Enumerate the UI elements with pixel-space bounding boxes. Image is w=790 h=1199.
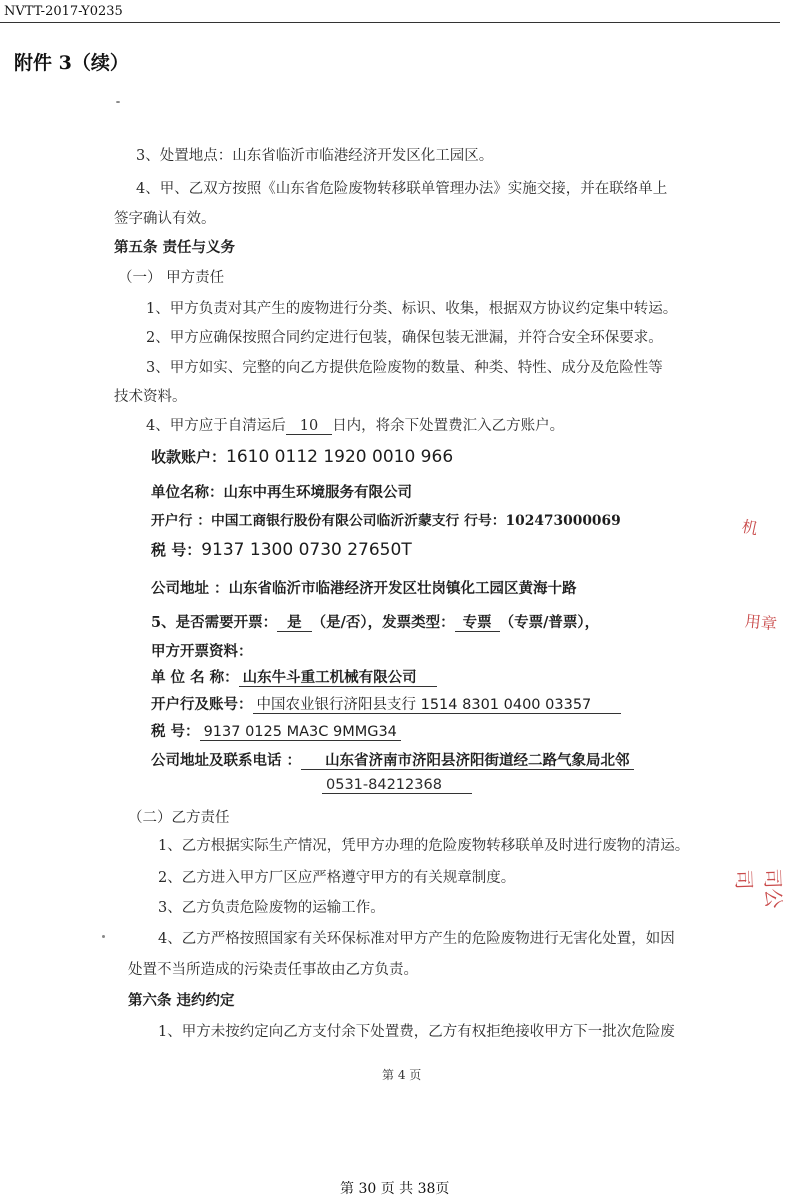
duty-b3: 3、乙方负责危险废物的运输工作。	[158, 900, 385, 916]
duty-a3: 3、甲方如实、完整的向乙方提供危险废物的数量、种类、特性、成分及危险性等	[146, 360, 663, 376]
invoice-q-mid: （是/否），发票类型：	[311, 614, 455, 631]
invoice-q-post: （专票/普票），	[499, 614, 600, 631]
payee-address-value: 山东省临沂市临港经济开发区壮岗镇化工园区黄海十路	[228, 580, 577, 597]
invoice-unit	[151, 666, 437, 687]
invoice-address-label: 公司地址及联系电话 ：	[151, 752, 302, 769]
payee-account-value: 1610 0112 1920 0010 966	[226, 447, 454, 467]
payee-bank-value: 中国工商银行股份有限公司临沂沂蒙支行 行号：102473000069	[211, 513, 621, 529]
duty-a4-post: 日内，将余下处置费汇入乙方账户。	[332, 418, 565, 434]
invoice-question	[151, 611, 599, 632]
page-footer: 第 30 页 共 38页	[340, 1181, 450, 1197]
payee-unit-label: 单位名称：	[151, 484, 224, 501]
attachment-title: 附件 3（续）	[14, 52, 129, 74]
invoice-bank	[151, 693, 621, 714]
article-5-heading: 第五条 责任与义务	[114, 239, 236, 256]
section-party-a: （一） 甲方责任	[118, 270, 225, 286]
invoice-unit-value: 山东牛斗重工机械有限公司	[239, 669, 437, 687]
clause-4: 4、甲、乙双方按照《山东省危险废物转移联单管理办法》实施交接，并在联络单上	[136, 181, 668, 197]
clause-4-cont: 签字确认有效。	[114, 211, 216, 227]
payee-address	[151, 577, 577, 598]
duty-b4: 4、乙方严格按照国家有关环保标准对甲方产生的危险废物进行无害化处置，如因	[158, 931, 675, 947]
payee-tax-label: 税 号：	[151, 541, 202, 559]
duty-a4-pre: 4、甲方应于自清运后	[146, 418, 286, 434]
invoice-tax-label: 税 号：	[151, 723, 200, 740]
scan-speck	[102, 935, 105, 938]
invoice-title: 甲方开票资料：	[151, 643, 253, 660]
payee-account-label: 收款账户：	[151, 448, 227, 466]
payee-account	[151, 446, 453, 467]
payee-bank	[151, 509, 621, 529]
payee-unit	[151, 481, 412, 502]
invoice-unit-label: 单 位 名 称：	[151, 669, 239, 686]
seal-fragment-bottom-text: 司公司	[731, 868, 786, 909]
invoice-tax-value: 9137 0125 MA3C 9MMG34	[200, 724, 401, 741]
payee-bank-label: 开户行 ：	[151, 513, 211, 529]
invoice-q-pre: 5、是否需要开票：	[151, 614, 278, 631]
duty-a2: 2、甲方应确保按照合同约定进行包装，确保包装无泄漏，并符合安全环保要求。	[146, 330, 663, 346]
invoice-phone-value: 0531-84212368	[322, 777, 472, 794]
clause-3: 3、处置地点：山东省临沂市临港经济开发区化工园区。	[136, 148, 494, 164]
breach-c1: 1、甲方未按约定向乙方支付余下处置费，乙方有权拒绝接收甲方下一批次危险废	[158, 1024, 675, 1040]
payee-tax	[151, 539, 412, 560]
invoice-tax	[151, 720, 401, 741]
inner-page-number: 第 4 页	[382, 1068, 422, 1082]
scan-speck	[116, 101, 120, 103]
duty-a1: 1、甲方负责对其产生的废物进行分类、标识、收集，根据双方协议约定集中转运。	[146, 301, 678, 317]
duty-a4	[146, 414, 564, 435]
duty-b2: 2、乙方进入甲方厂区应严格遵守甲方的有关规章制度。	[158, 870, 516, 886]
invoice-address-value: 山东省济南市济阳县济阳街道经二路气象局北邻	[301, 752, 634, 770]
section-party-b: （二）乙方责任	[128, 810, 230, 826]
invoice-q-yes: 是	[277, 614, 312, 632]
article-6-heading: 第六条 违约约定	[128, 992, 235, 1009]
seal-fragment-top-text: 机	[739, 516, 760, 539]
seal-fragment-middle-text: 用章	[743, 611, 778, 634]
seal-fragment-top	[740, 514, 760, 540]
duty-a3-cont: 技术资料。	[114, 389, 187, 405]
payee-unit-value: 山东中再生环境服务有限公司	[223, 484, 412, 501]
invoice-q-type: 专票	[455, 614, 500, 632]
duty-b1: 1、乙方根据实际生产情况，凭甲方办理的危险废物转移联单及时进行废物的清运。	[158, 838, 690, 854]
invoice-bank-value: 中国农业银行济阳县支行 1514 8301 0400 03357	[253, 697, 622, 714]
payee-address-label: 公司地址 ：	[151, 580, 229, 597]
seal-fragment-bottom	[730, 868, 789, 910]
seal-fragment-middle	[744, 608, 778, 634]
duty-b4-cont: 处置不当所造成的污染责任事故由乙方负责。	[128, 962, 418, 978]
doc-id: NVTT-2017-Y0235	[4, 4, 123, 19]
header-rule	[0, 22, 780, 23]
duty-a4-days: 10	[286, 418, 332, 435]
invoice-bank-label: 开户行及账号：	[151, 696, 253, 713]
payee-tax-value: 9137 1300 0730 27650T	[201, 540, 412, 560]
invoice-phone	[322, 777, 472, 793]
invoice-address	[151, 749, 634, 770]
